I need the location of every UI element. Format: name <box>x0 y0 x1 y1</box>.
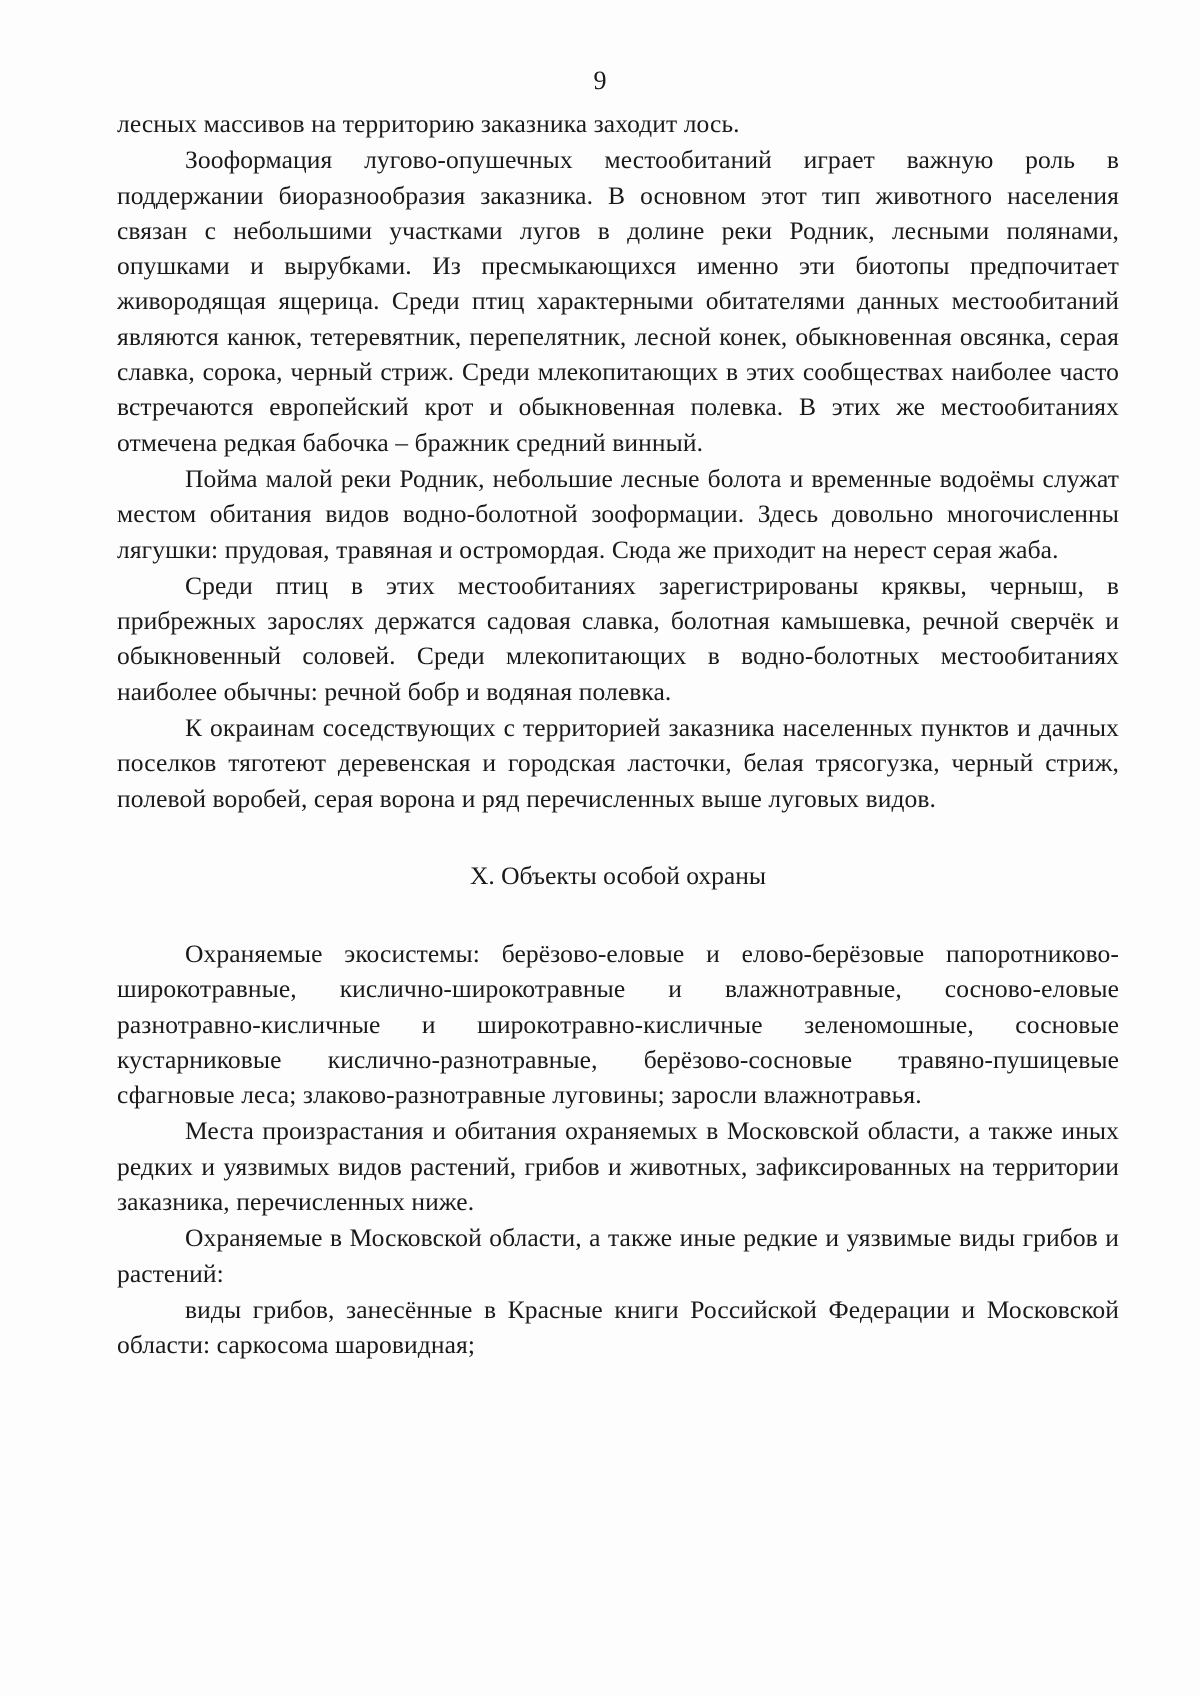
paragraph-wetland-birds: Среди птиц в этих местообитаниях зарегистрированы кряквы, черныш, в прибрежных зарослях держатся садовая славка, болотная камышевка, речной сверчёк и обыкновенный соловей. Среди млекопитающих в водно-болотных местообитаниях наиболее обычны: речной бобр и водяная полевка. <box>117 570 1119 706</box>
section-heading: X. Объекты особой охраны <box>469 860 767 890</box>
document-body <box>117 106 1119 1363</box>
paragraph-meadow-edge-fauna: Зооформация лугово-опушечных местообитаний играет важную роль в поддержании биоразнообразия заказника. В основном этот тип животного населения связан с небольшими участками лугов в долине реки Родник, лесными полянами, опушками и вырубками. Из пресмыкающихся именно эти биотопы предпочитает живородящая ящерица. Среди птиц характерными обитателями данных местообитаний являются канюк, тетеревятник, перепелятник, лесной конек, обыкновенная овсянка, серая славка, сорока, черный стриж. Среди млекопитающих в этих сообществах наиболее часто встречаются европейский крот и обыкновенная полевка. В этих же местообитаниях отмечена редкая бабочка – бражник средний винный. <box>117 145 1119 457</box>
paragraph-protected-habitats: Места произрастания и обитания охраняемых в Московской области, а также иных редких и уязвимых видов растений, грибов и животных, зафиксированных на территории заказника, перечисленных ниже. <box>117 1116 1119 1217</box>
paragraph-protected-species-intro: Охраняемые в Московской области, а также иные редкие и уязвимые виды грибов и растений: <box>117 1223 1119 1288</box>
page-number: 9 <box>593 66 607 95</box>
paragraph-protected-ecosystems: Охраняемые экосистемы: берёзово-еловые и елово-берёзовые папоротниково-широкотравные, кислично-широкотравные и влажнотравные, сосново-еловые разнотравно-кисличные и широкотравно-кисличные зеленомошные, сосновые кустарниковые кислично-разнотравные, берёзово-сосновые травяно-пушицевые сфагновые леса; злаково-разнотравные луговины; заросли влажнотравья. <box>117 938 1119 1110</box>
paragraph-wetland-fauna: Пойма малой реки Родник, небольшие лесные болота и временные водоёмы служат местом обитания видов водно-болотной зооформации. Здесь довольно многочисленны лягушки: прудовая, травяная и остромордая. Сюда же приходит на нерест серая жаба. <box>117 463 1119 564</box>
paragraph-settlement-birds: К окраинам соседствующих с территорией заказника населенных пунктов и дачных поселков тяготеют деревенская и городская ласточки, белая трясогузка, черный стриж, полевой воробей, серая ворона и ряд перечисленных выше луговых видов. <box>117 713 1119 813</box>
paragraph-fungi-species: виды грибов, занесённые в Красные книги Российской Федерации и Московской области: саркосома шаровидная; <box>117 1294 1119 1360</box>
paragraph-continuation: лесных массивов на территорию заказника заходит лось. <box>117 109 740 138</box>
